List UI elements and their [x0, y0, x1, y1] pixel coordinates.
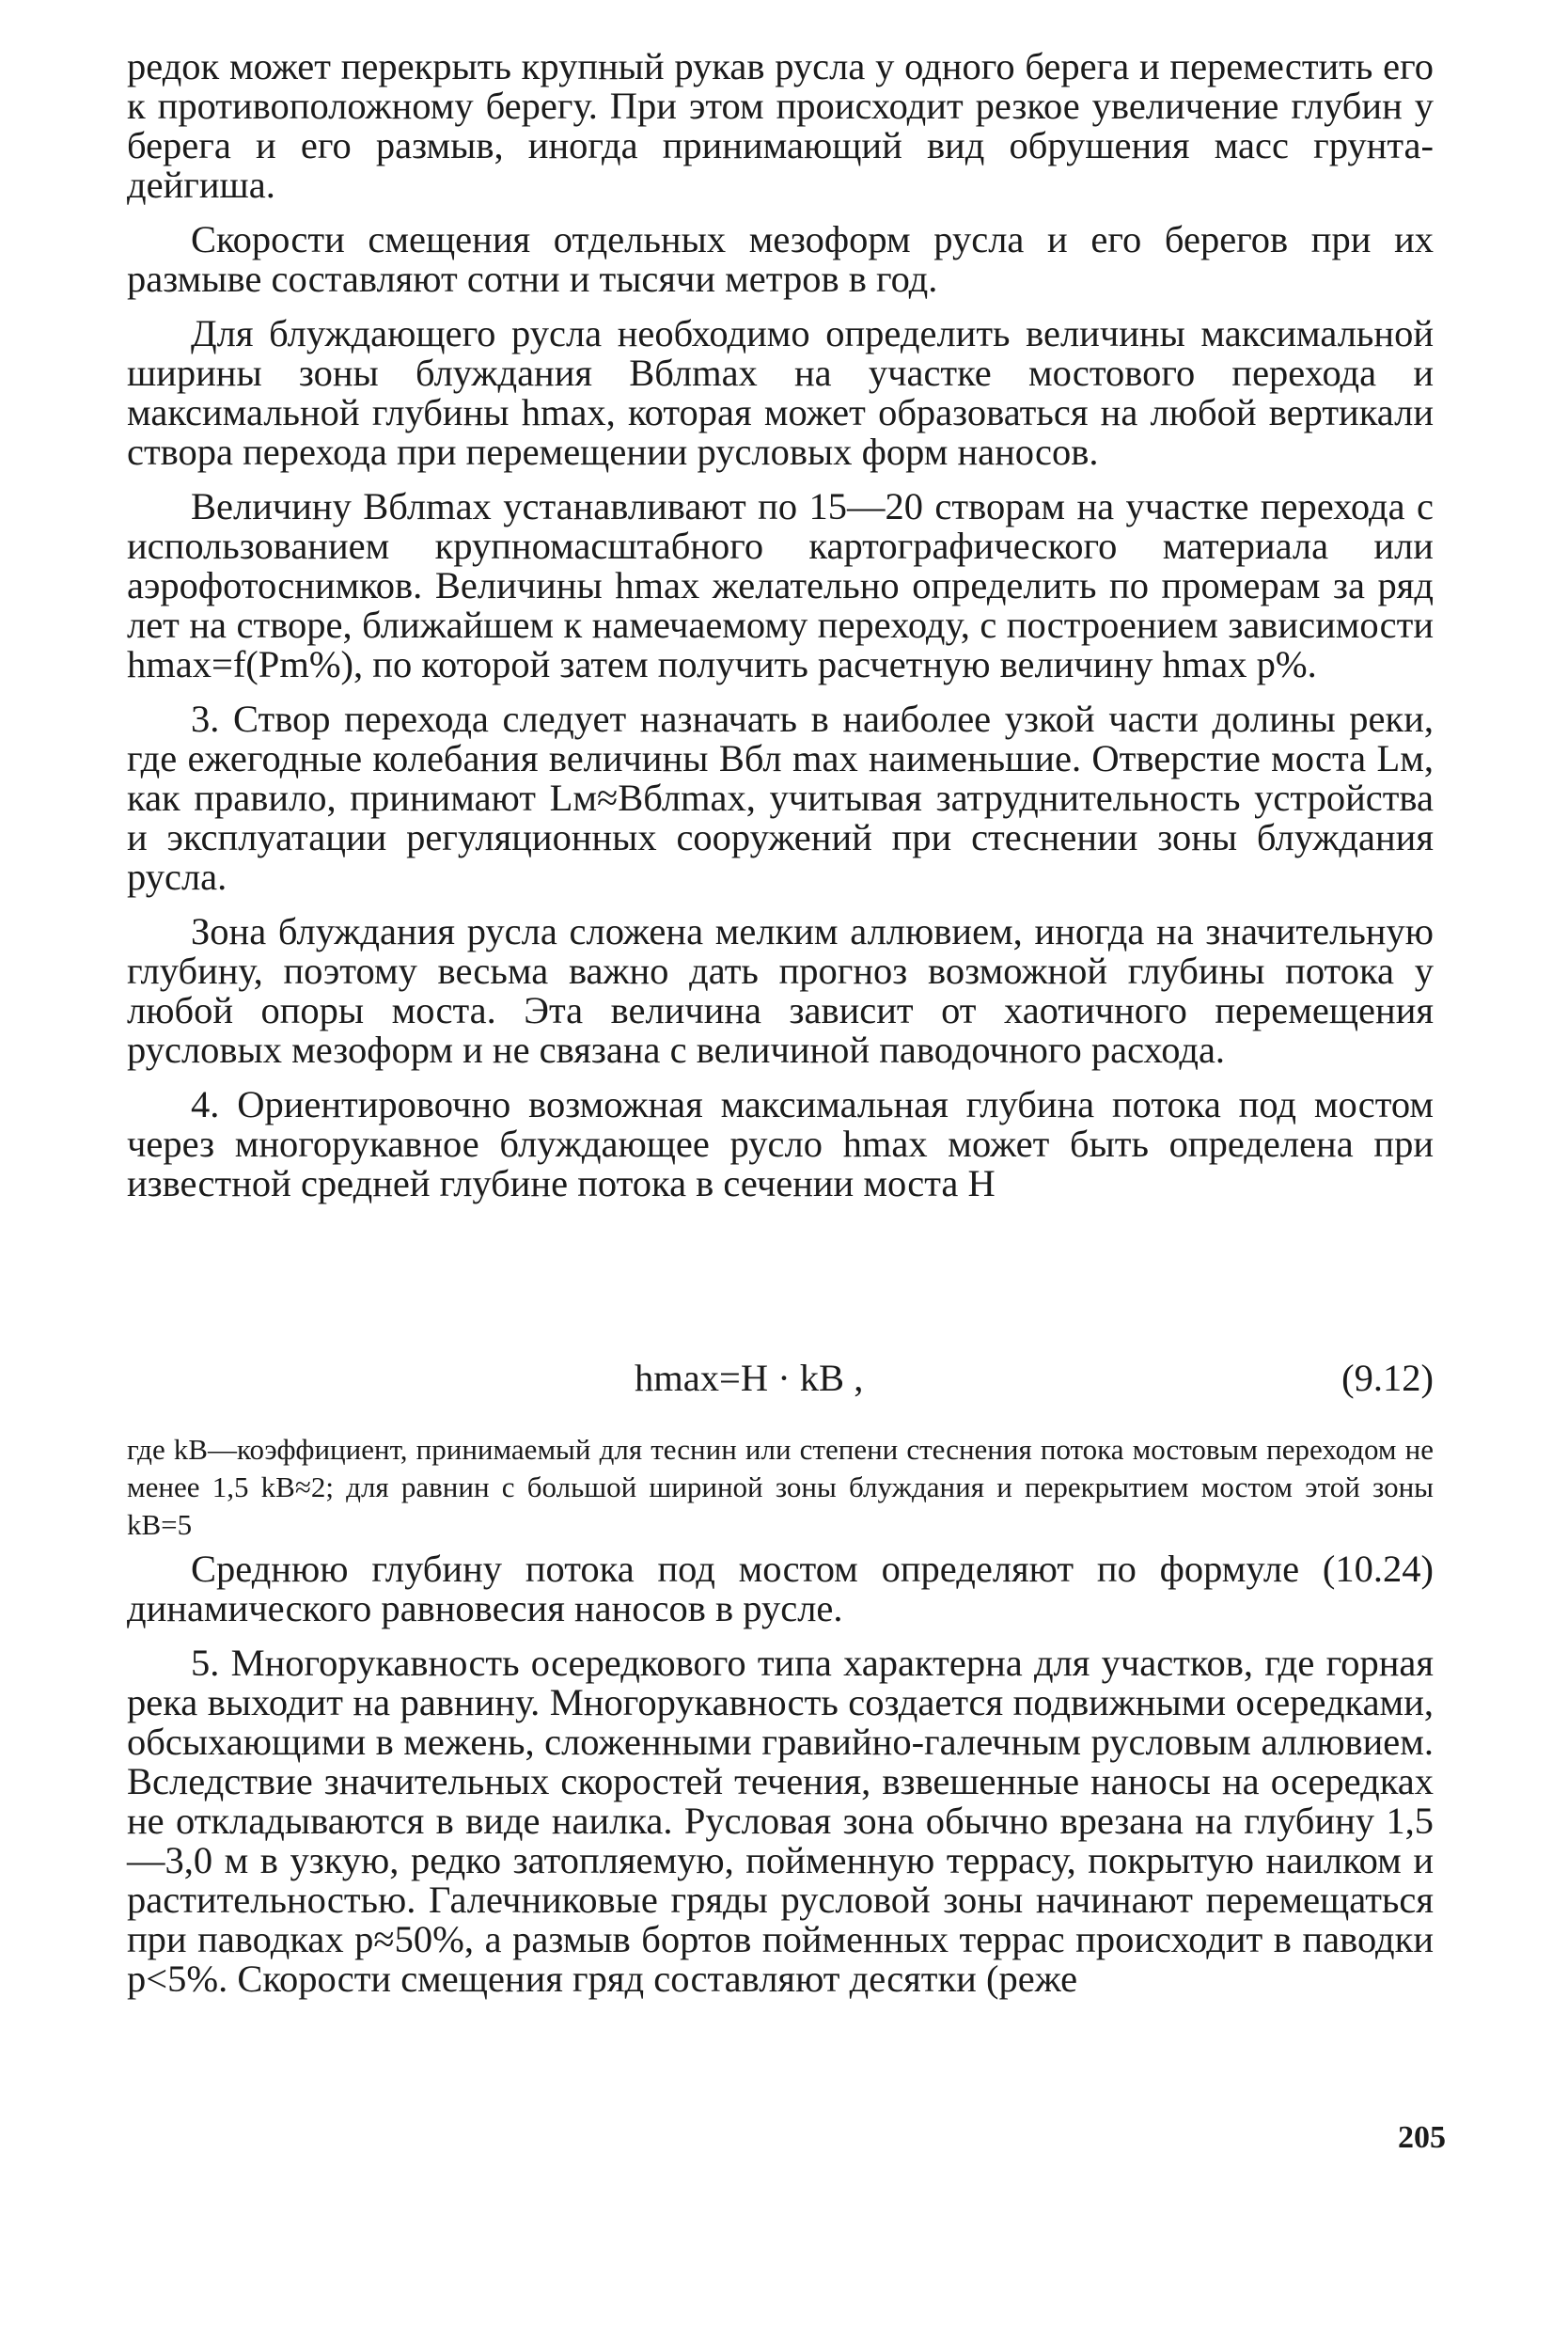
- body-text-upper: [127, 47, 1434, 1219]
- paragraph-migration-speed: Скорости смещения отдельных мезоформ русла и его берегов при их размыве составляют сотни и тысячи метров в год.: [127, 218, 1434, 300]
- paragraph-wandering-channel: Для блуждающего русла необходимо определить величины максимальной ширины зоны блуждания Bблmax на участке мостового перехода и максимальной глубины hmax, которая может образоваться на любой вертикали створа перехода при перемещении русловых форм наносов.: [127, 312, 1434, 473]
- paragraph-mean-depth: Среднюю глубину потока под мостом определяют по формуле (10.24) динамического равновесия наносов в русле.: [127, 1548, 1434, 1629]
- paragraph-item-3: 3. Створ перехода следует назначать в наиболее узкой части долины реки, где ежегодные колебания величины Bбл max наименьшие. Отверстие моста Lм, как правило, принимают Lм≈Bблmax, учитывая затруднительность устройства и эксплуатации регуляционных сооружений при стеснении зоны блуждания русла.: [127, 698, 1434, 898]
- formula-9-12: [127, 1356, 1434, 1403]
- page-number: 205: [1398, 2120, 1446, 2155]
- paragraph-bmax-determination: Величину Bблmax устанавливают по 15—20 створам на участке перехода с использованием крупномасштабного картографического материала или аэрофотоснимков. Величины hmax желательно определить по промерам за ряд лет на створе, ближайшем к намечаемому переходу, с построением зависимости hmax=f(Pm%), по которой затем получить расчетную величину hmax p%.: [127, 485, 1434, 685]
- paragraph-item-4: 4. Ориентировочно возможная максимальная глубина потока под мостом через многорукавное блуждающее русло hmax может быть определена при известной средней глубине потока в сечении моста H: [127, 1083, 1434, 1204]
- paragraph-wandering-zone: Зона блуждания русла сложена мелким аллювием, иногда на значительную глубину, поэтому весьма важно дать прогноз возможной глубины потока у любой опоры моста. Эта величина зависит от хаотичного перемещения русловых мезоформ и не связана с величиной паводочного расхода.: [127, 910, 1434, 1071]
- formula-expression: hmax=H · kB ,: [635, 1357, 864, 1399]
- paragraph-continuation: редок может перекрыть крупный рукав русла у одного берега и переместить его к противоположному берегу. При этом происходит резкое увеличение глубин у берега и его размыв, иногда принимающий вид обрушения масс грунта-дейгиша.: [127, 45, 1434, 206]
- formula-number: (9.12): [1341, 1357, 1434, 1399]
- body-text-lower: [127, 1549, 1434, 2014]
- paragraph-item-5: 5. Многорукавность осередкового типа характерна для участков, где горная река выходит на равнину. Многорукавность создается подвижными осередками, обсыхающими в межень, сложенными гравийно-галечным русловым аллювием. Вследствие значительных скоростей течения, взвешенные наносы на осередках не откладываются в виде наилка. Русловая зона обычно врезана на глубину 1,5—3,0 м в узкую, редко затопляемую, пойменную террасу, покрытую наилком и растительностью. Галечниковые гряды русловой зоны начинают перемещаться при паводках p≈50%, а размыв бортов пойменных террас происходит в паводки p<5%. Скорости смещения гряд составляют десятки (реже: [127, 1642, 1434, 2000]
- note-text: где kB—коэффициент, принимаемый для теснин или степени стеснения потока мостовым переходом не менее 1,5 kB≈2; для равнин с большой шириной зоны блуждания и перекрытием мостом этой зоны kB=5: [127, 1433, 1434, 1541]
- formula-note: [127, 1431, 1434, 1544]
